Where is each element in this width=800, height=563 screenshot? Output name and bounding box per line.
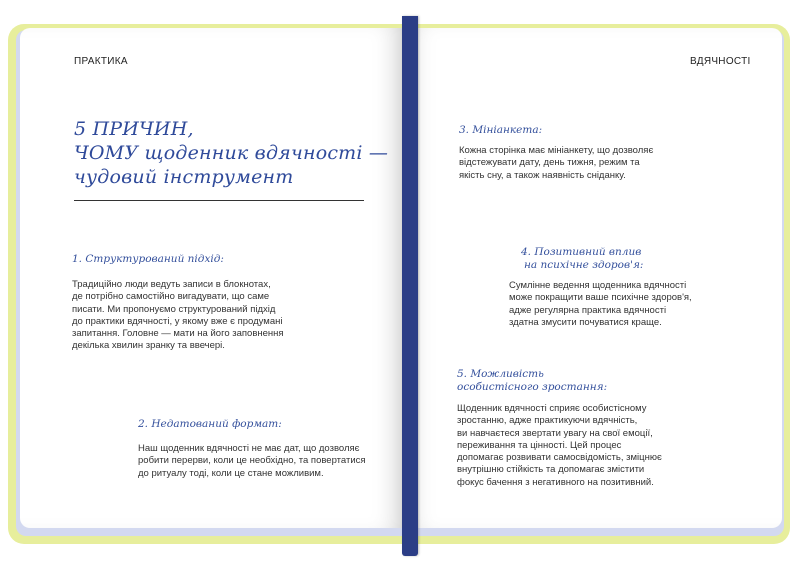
- body-line: до ритуалу тоді, коли це стане можливим.: [138, 467, 324, 479]
- body-line: де потрібно самостійно вигадувати, що саме: [72, 291, 270, 303]
- body-line: робити перерви, коли це необхідно, та повертатися: [138, 455, 366, 467]
- title-line: чудовий інструмент: [74, 166, 294, 188]
- body-line: допомагає розвивати самосвідомість, зміцнює: [457, 452, 662, 464]
- body-line: відстежувати дату, день тижня, режим та: [459, 157, 640, 169]
- body-line: здатна змусити почуватися краще.: [509, 316, 662, 328]
- body-line: Наш щоденник вдячності не має дат, що дозволяє: [138, 443, 360, 454]
- right-running-head: ВДЯЧНОСТІ: [690, 56, 751, 67]
- body-line: до практики вдячності, у якому вже є продумані: [72, 315, 283, 327]
- page-title: [74, 117, 394, 189]
- body-line: декілька хвилин зранку та ввечері.: [72, 340, 225, 352]
- bookmark-ribbon: [402, 16, 418, 556]
- section-body-growth: [457, 403, 662, 489]
- body-line: Кожна сторінка має мініанкету, що дозволяє: [459, 145, 654, 156]
- title-line: 5 ПРИЧИН,: [74, 118, 194, 140]
- section-heading-undated: 2. Недатований формат:: [138, 418, 282, 430]
- section-body-undated: [138, 443, 366, 480]
- section-heading-structured: 1. Структурований підхід:: [72, 253, 224, 265]
- body-line: може покращити ваше психічне здоров'я,: [509, 292, 692, 304]
- body-line: ви навчаєтеся звертати увагу на свої емоції,: [457, 427, 653, 439]
- heading-line: 5. Можливість: [457, 368, 544, 380]
- title-line: ЧОМУ щоденник вдячності —: [74, 142, 389, 164]
- section-body-structured: [72, 279, 284, 353]
- section-body-mental-health: [509, 280, 692, 329]
- body-line: Сумлінне ведення щоденника вдячності: [509, 280, 687, 291]
- body-line: якість сну, а також наявність сніданку.: [459, 169, 626, 181]
- body-line: Традиційно люди ведуть записи в блокнотах,: [72, 279, 271, 290]
- heading-line: особистісного зростання:: [457, 381, 608, 393]
- body-line: зростанню, адже практикуючи вдячність,: [457, 415, 638, 427]
- section-heading-growth: [457, 368, 607, 394]
- title-divider: [74, 200, 364, 201]
- heading-line: 4. Позитивний вплив: [521, 246, 642, 258]
- left-running-head: ПРАКТИКА: [74, 56, 128, 67]
- section-heading-mini-survey: 3. Мініанкета:: [459, 124, 543, 136]
- section-heading-mental-health: [521, 246, 643, 272]
- body-line: писати. Ми пропонуємо структурований підхід: [72, 303, 276, 315]
- body-line: Щоденник вдячності сприяє особистісному: [457, 403, 647, 414]
- body-line: переживання та цінності. Цей процес: [457, 439, 622, 451]
- body-line: адже регулярна практика вдячності: [509, 304, 667, 316]
- body-line: запитання. Головне — мати на його заповнення: [72, 328, 284, 340]
- section-body-mini-survey: [459, 145, 653, 182]
- body-line: фокус бачення з негативного на позитивний.: [457, 476, 654, 488]
- body-line: внутрішню стійкість та допомагає змістити: [457, 464, 645, 476]
- heading-line: на психічне здоров'я:: [524, 259, 644, 271]
